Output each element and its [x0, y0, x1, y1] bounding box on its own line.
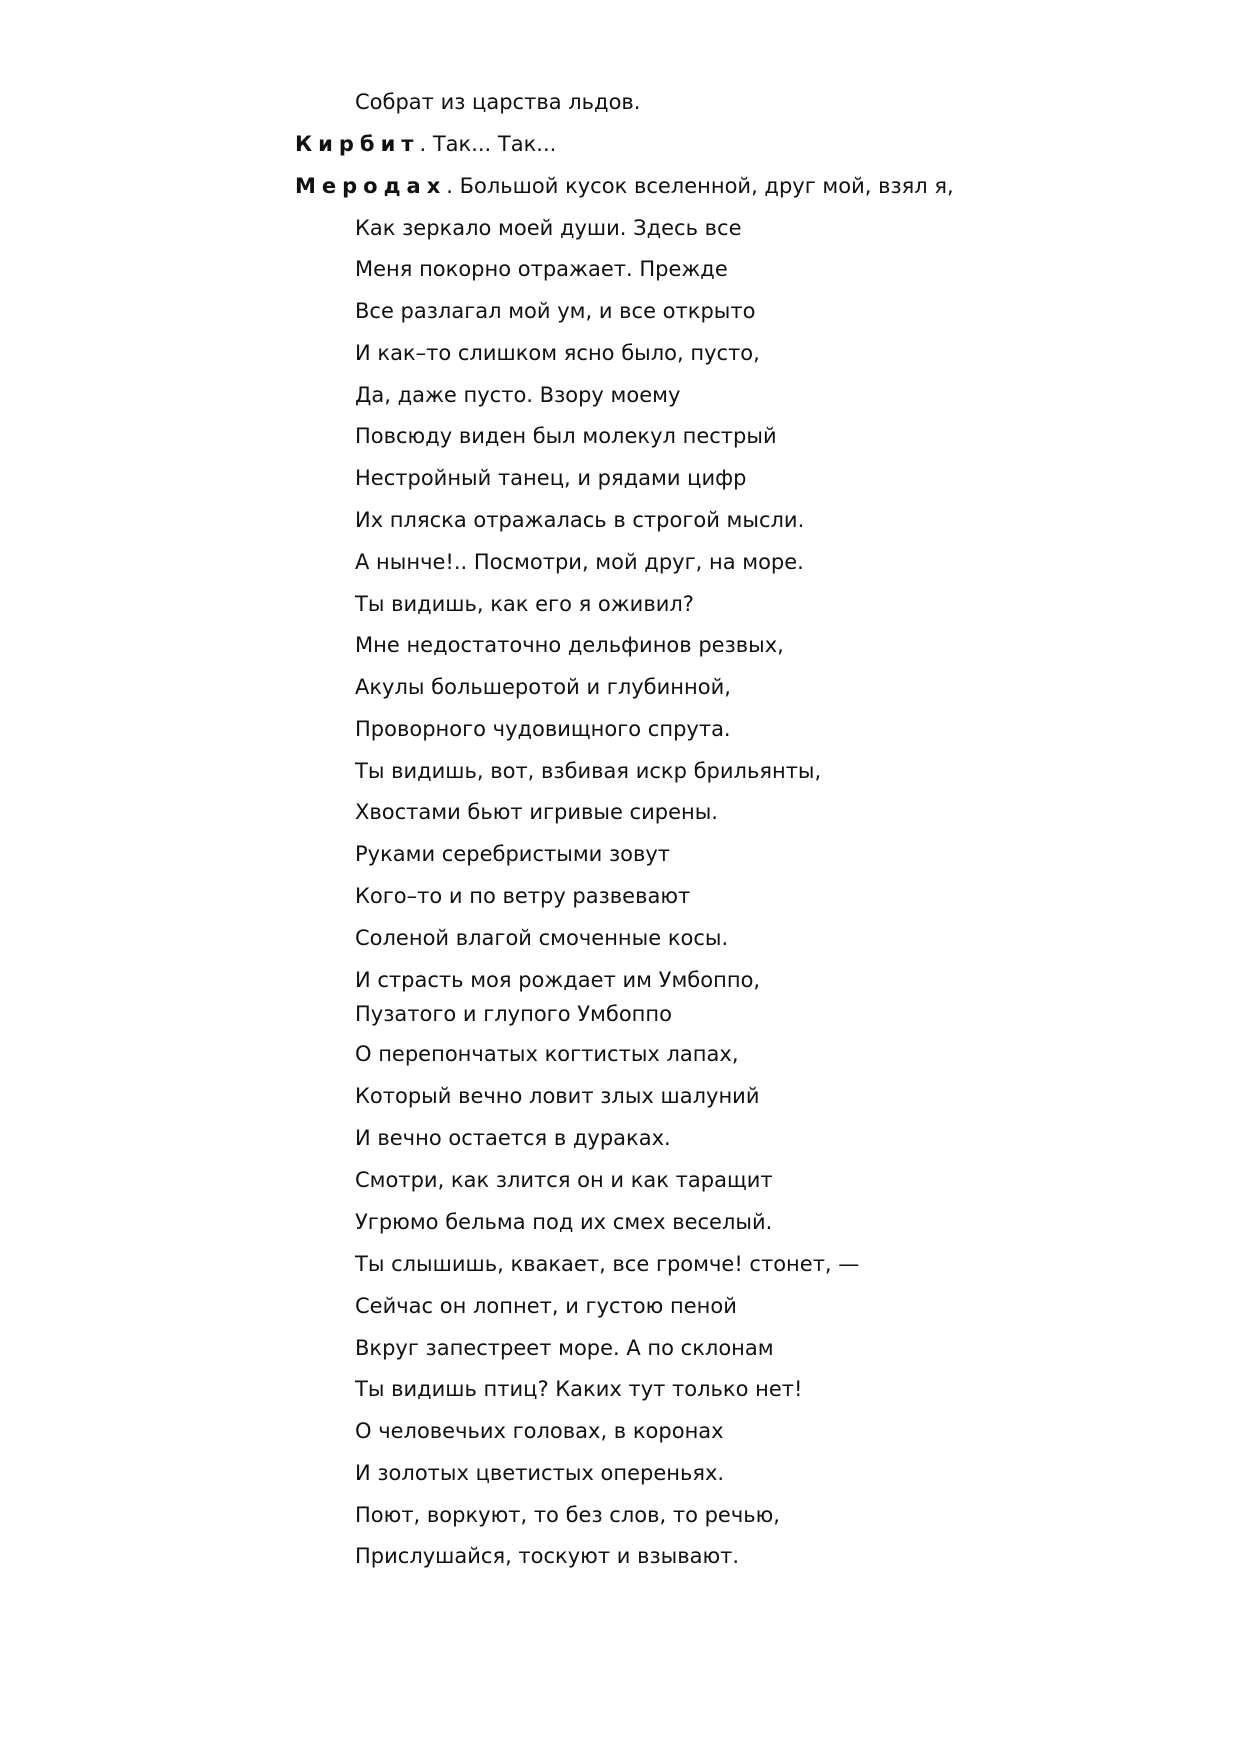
verse-line: Смотри, как злится он и как таращит: [355, 1168, 773, 1192]
verse-line: О перепончатых когтистых лапах,: [355, 1042, 739, 1066]
speech-line: [295, 130, 556, 158]
verse-line: А нынче!.. Посмотри, мой друг, на море.: [355, 550, 804, 574]
verse-line: Мне недостаточно дельфинов резвых,: [355, 633, 784, 657]
verse-line: И как–то слишком ясно было, пусто,: [355, 341, 760, 365]
verse-line: Кого–то и по ветру развевают: [355, 884, 691, 908]
verse-line: Руками серебристыми зовут: [355, 842, 671, 866]
verse-line: Ты видишь птиц? Каких тут только нет!: [355, 1377, 803, 1401]
verse-line: Угрюмо бельма под их смех веселый.: [355, 1210, 773, 1234]
speaker-name: Меродах: [295, 174, 447, 198]
verse-line: И золотых цветистых опереньях.: [355, 1461, 725, 1485]
verse-line: Хвостами бьют игривые сирены.: [355, 800, 718, 824]
verse-line: Повсюду виден был молекул пестрый: [355, 424, 777, 448]
verse-line: Соленой влагой смоченные косы.: [355, 926, 729, 950]
verse-line: О человечьих головах, в коронах: [355, 1419, 724, 1443]
verse-line: И страсть моя рождает им Умбоппо,: [355, 968, 761, 992]
verse-line: Все разлагал мой ум, и все открыто: [355, 299, 756, 323]
verse-line: Ты видишь, вот, взбивая искр брильянты,: [355, 759, 822, 783]
verse-line: Собрат из царства льдов.: [355, 90, 641, 114]
verse-line: Сейчас он лопнет, и густою пеной: [355, 1294, 737, 1318]
verse-line: Нестройный танец, и рядами цифр: [355, 466, 747, 490]
verse-line: Пузатого и глупого Умбоппо: [355, 1002, 672, 1026]
verse-line: Как зеркало моей души. Здесь все: [355, 216, 742, 240]
speaker-name: Кирбит: [295, 132, 420, 156]
verse-line: Поют, воркуют, то без слов, то речью,: [355, 1503, 780, 1527]
speech-text: . Большой кусок вселенной, друг мой, взял я,: [446, 174, 954, 198]
verse-line: Прислушайся, тоскуют и взывают.: [355, 1544, 740, 1568]
verse-line: Да, даже пусто. Взору моему: [355, 383, 681, 407]
verse-line: Акулы большеротой и глубинной,: [355, 675, 731, 699]
verse-line: Их пляска отражалась в строгой мысли.: [355, 508, 805, 532]
speech-line: [295, 172, 954, 200]
verse-line: Меня покорно отражает. Прежде: [355, 257, 728, 281]
verse-line: Проворного чудовищного спрута.: [355, 717, 731, 741]
verse-line: Ты видишь, как его я оживил?: [355, 592, 694, 616]
verse-line: Вкруг запестреет море. А по склонам: [355, 1336, 774, 1360]
verse-line: Ты слышишь, квакает, все громче! стонет, —: [355, 1252, 860, 1276]
speech-text: . Так... Так...: [419, 132, 557, 156]
verse-line: Который вечно ловит злых шалуний: [355, 1084, 760, 1108]
verse-line: И вечно остается в дураках.: [355, 1126, 671, 1150]
